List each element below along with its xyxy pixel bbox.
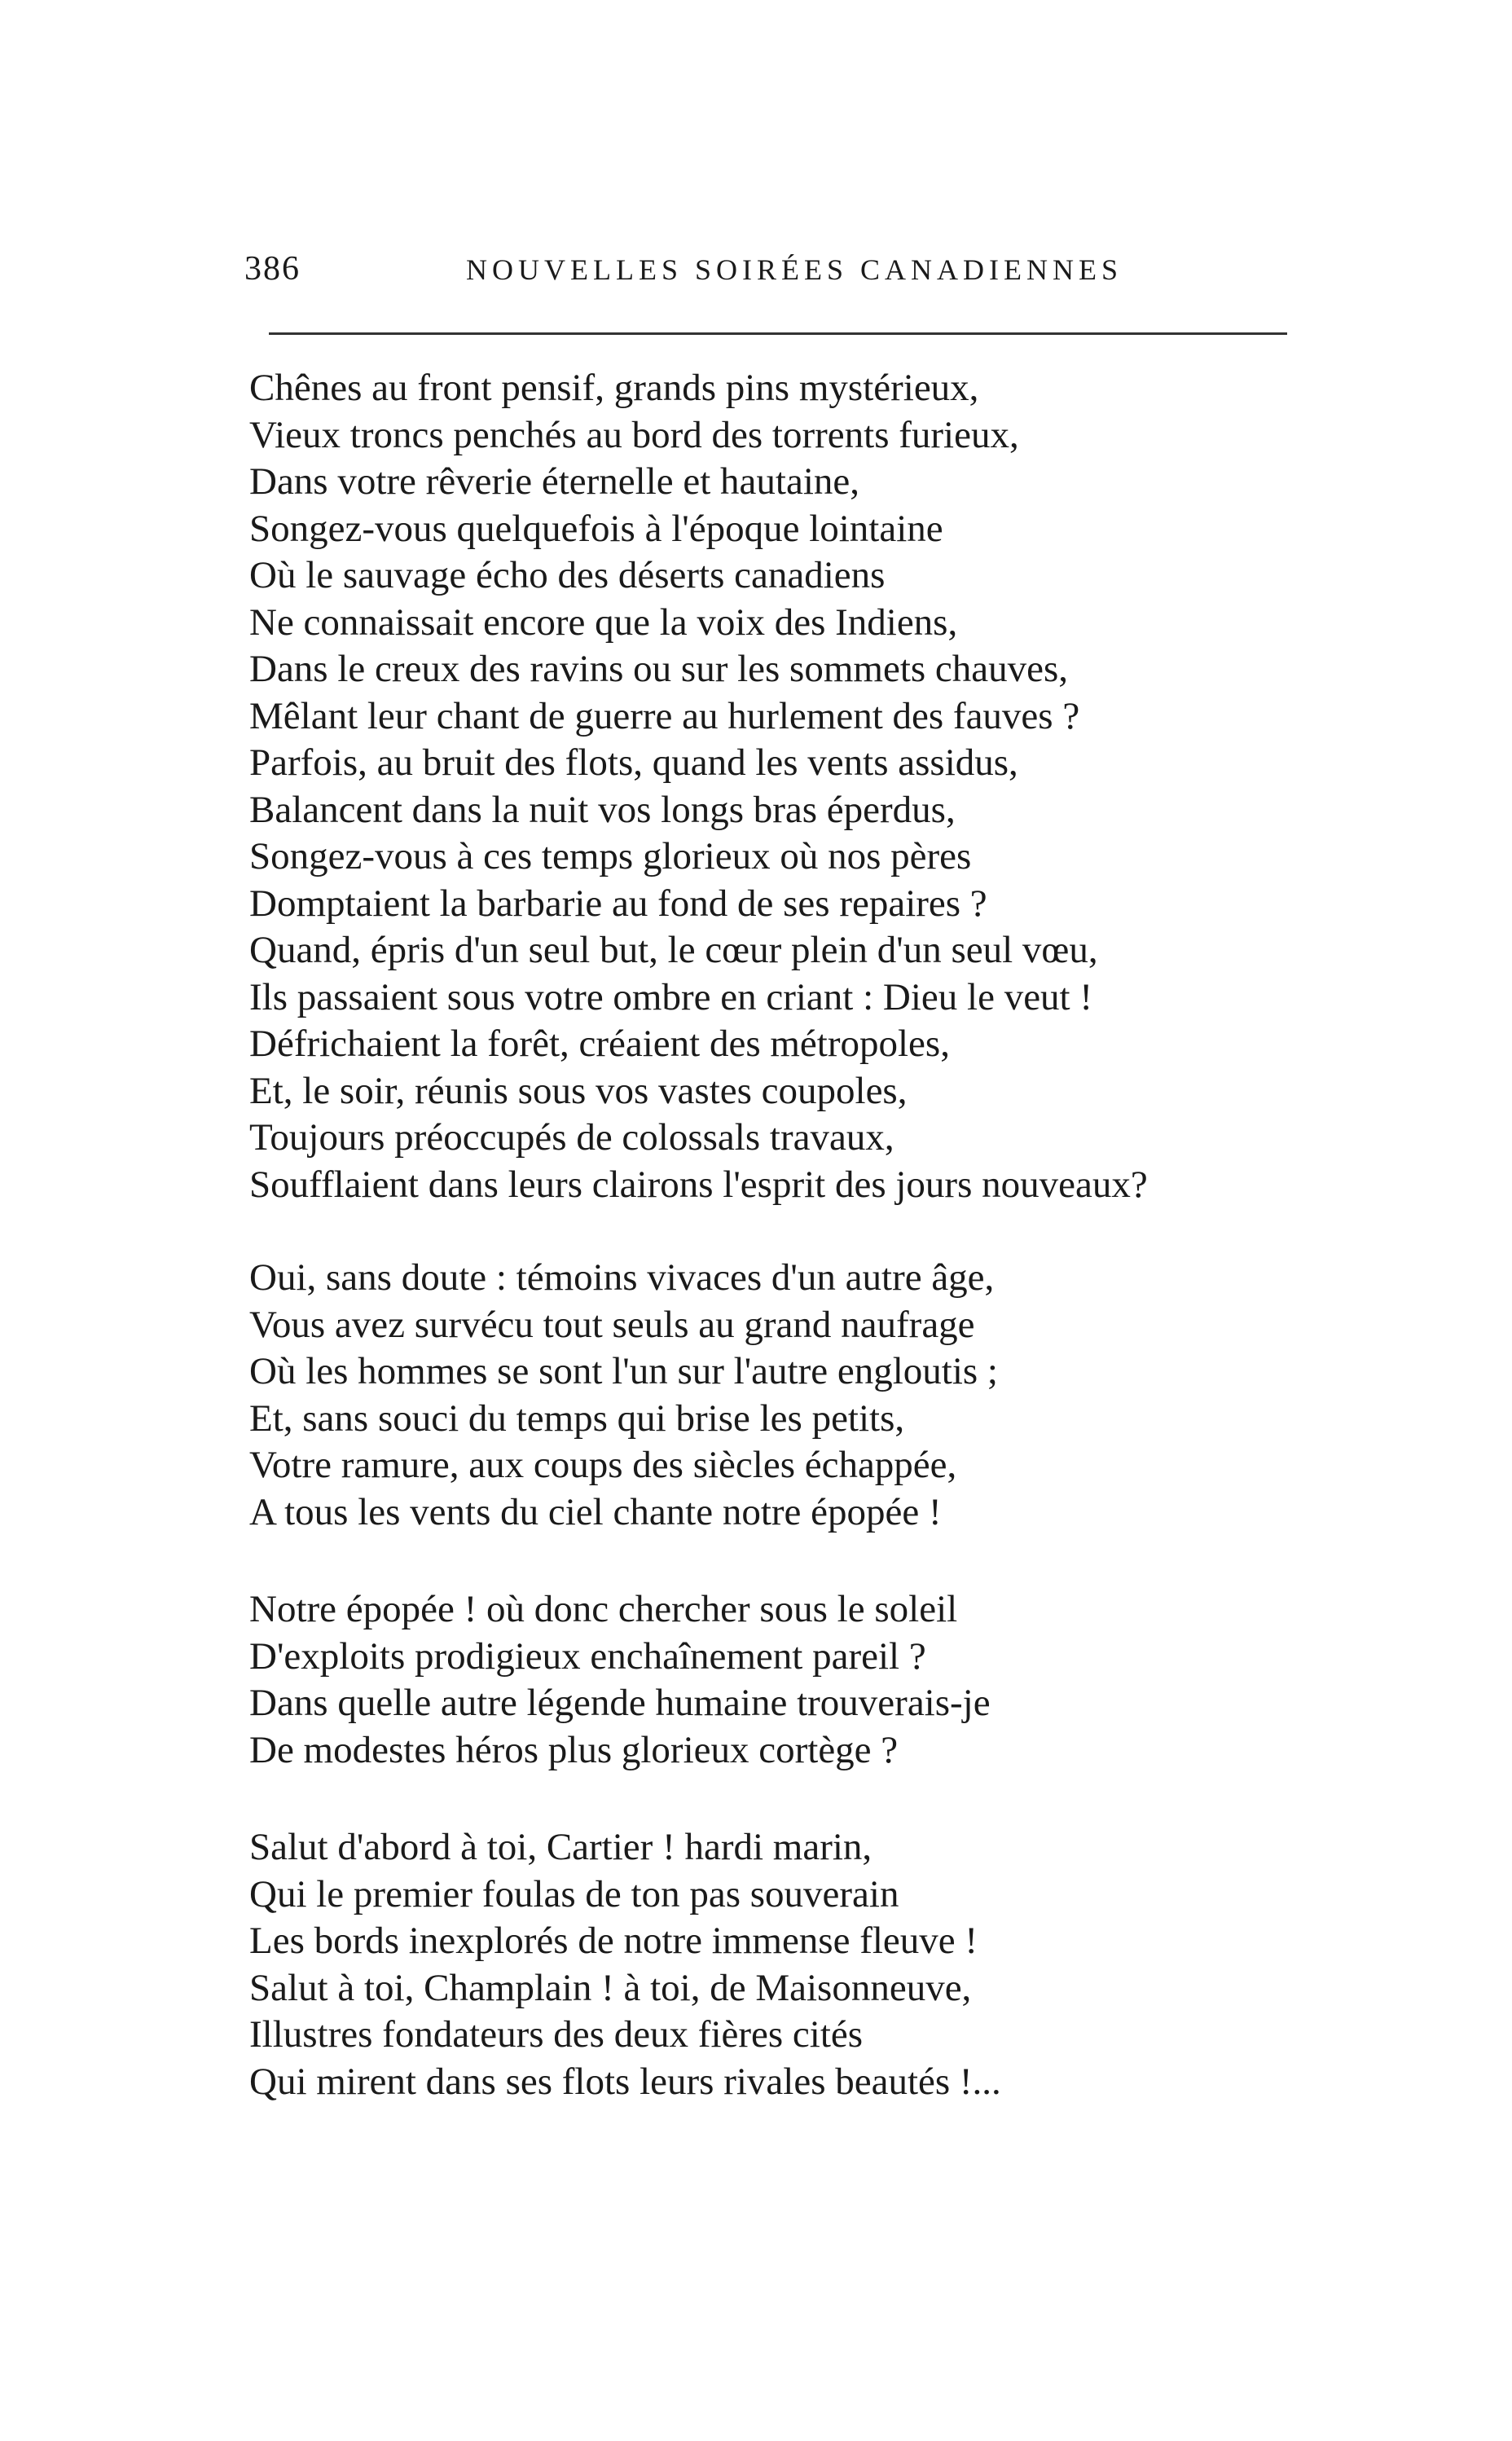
- page-header: [244, 249, 1303, 298]
- verse-line: Défrichaient la forêt, créaient des métropoles,: [249, 1023, 950, 1065]
- verse-line: Balancent dans la nuit vos longs bras éperdus,: [249, 788, 956, 831]
- verse-line: Chênes au front pensif, grands pins mystérieux,: [249, 367, 979, 409]
- verse-line: Salut d'abord à toi, Cartier ! hardi marin,: [249, 1826, 872, 1868]
- verse-line: Notre épopée ! où donc chercher sous le soleil: [249, 1588, 958, 1630]
- verse-line: Soufflaient dans leurs clairons l'esprit des jours nouveaux?: [249, 1163, 1148, 1206]
- verse-line: Qui le premier foulas de ton pas souverain: [249, 1872, 899, 1915]
- verse-line: Illustres fondateurs des deux fières cités: [249, 2013, 864, 2056]
- verse-line: Mêlant leur chant de guerre au hurlement des fauves ?: [249, 694, 1080, 737]
- stanza-break: [249, 1536, 1390, 1586]
- verse-line: D'exploits prodigieux enchaînement pareil ?: [249, 1634, 926, 1678]
- stanza-3: [249, 1586, 1390, 1774]
- verse-line: Ne connaissait encore que la voix des Indiens,: [249, 600, 958, 644]
- verse-line: Toujours préoccupés de colossals travaux,: [249, 1116, 894, 1159]
- verse-line: Dans votre rêverie éternelle et hautaine,: [249, 460, 859, 503]
- poem: [249, 365, 1390, 2105]
- stanza-break: [249, 1208, 1390, 1255]
- verse-line: De modestes héros plus glorieux cortège ?: [249, 1728, 899, 1771]
- verse-line: Oui, sans doute : témoins vivaces d'un autre âge,: [249, 1256, 995, 1299]
- verse-line: Parfois, au bruit des flots, quand les vents assidus,: [249, 741, 1018, 784]
- verse-line: A tous les vents du ciel chante notre épopée !: [249, 1490, 942, 1533]
- page-number: 386: [244, 250, 301, 288]
- verse-line: Dans quelle autre légende humaine trouverais-je: [249, 1682, 991, 1724]
- stanza-break: [249, 1774, 1390, 1824]
- verse-line: Ils passaient sous votre ombre en criant : Dieu le veut !: [249, 975, 1093, 1018]
- verse-line: Et, sans souci du temps qui brise les petits,: [249, 1396, 905, 1440]
- verse-line: Où les hommes se sont l'un sur l'autre engloutis ;: [249, 1350, 998, 1392]
- stanza-2: [249, 1255, 1390, 1536]
- verse-line: Domptaient la barbarie au fond de ses repaires ?: [249, 882, 987, 925]
- verse-line: Songez-vous à ces temps glorieux où nos pères: [249, 835, 972, 877]
- verse-line: Les bords inexplorés de notre immense fleuve !: [249, 1920, 978, 1962]
- stanza-4: [249, 1824, 1390, 2105]
- verse-line: Quand, épris d'un seul but, le cœur plein d'un seul vœu,: [249, 929, 1098, 971]
- verse-line: Salut à toi, Champlain ! à toi, de Maisonneuve,: [249, 1966, 972, 2009]
- verse-line: Votre ramure, aux coups des siècles échappée,: [249, 1444, 957, 1486]
- verse-line: Vieux troncs penchés au bord des torrents furieux,: [249, 413, 1019, 456]
- header-rule: [269, 332, 1287, 335]
- verse-line: Dans le creux des ravins ou sur les sommets chauves,: [249, 648, 1069, 690]
- stanza-1: [249, 365, 1390, 1208]
- verse-line: Qui mirent dans ses flots leurs rivales beautés !...: [249, 2060, 1001, 2103]
- running-title: NOUVELLES SOIRÉES CANADIENNES: [466, 253, 1123, 286]
- verse-line: Où le sauvage écho des déserts canadiens: [249, 554, 886, 596]
- verse-line: Songez-vous quelquefois à l'époque lointaine: [249, 507, 943, 550]
- verse-line: Et, le soir, réunis sous vos vastes coupoles,: [249, 1069, 908, 1112]
- verse-line: Vous avez survécu tout seuls au grand naufrage: [249, 1303, 975, 1346]
